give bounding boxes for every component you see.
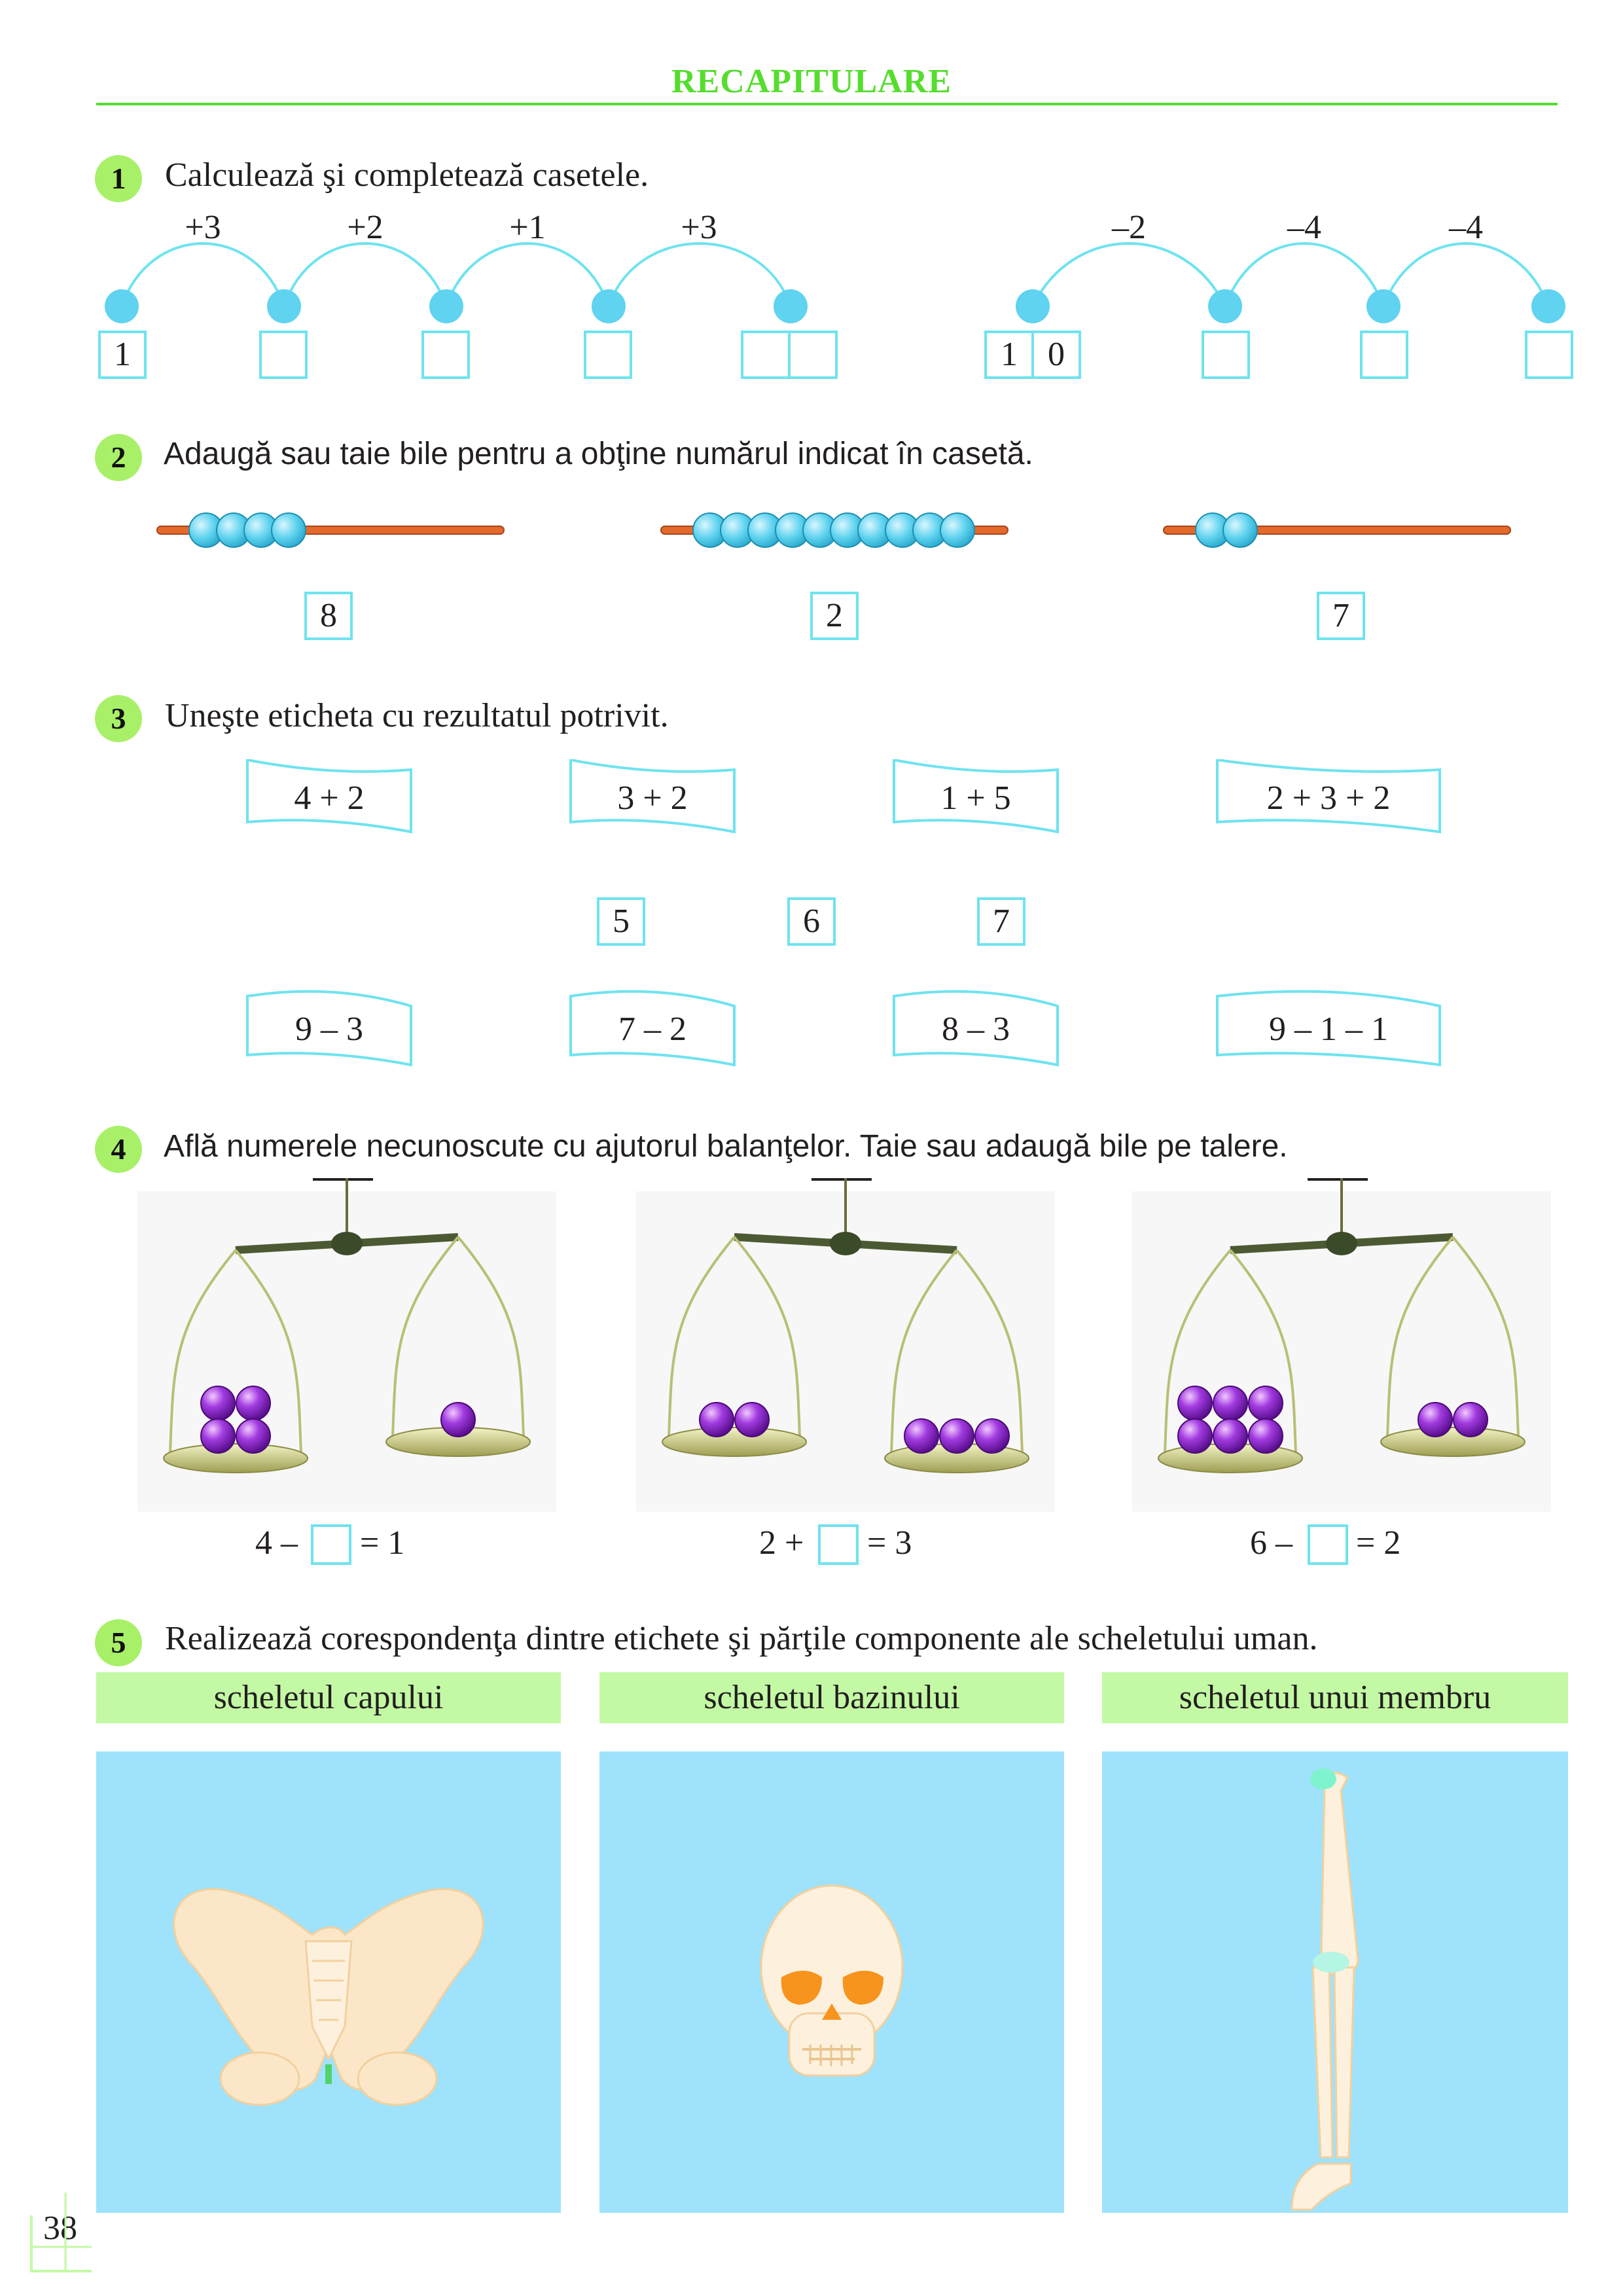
abacus-rods bbox=[151, 504, 1525, 556]
scale-pan bbox=[662, 1427, 806, 1456]
exercise-2-badge: 2 bbox=[95, 434, 142, 481]
target-box: 2 bbox=[810, 592, 859, 640]
answer-box[interactable] bbox=[259, 331, 308, 379]
answer-box-tens[interactable] bbox=[741, 331, 791, 379]
unknown-box[interactable] bbox=[1308, 1524, 1348, 1565]
jump-dot bbox=[429, 289, 463, 323]
result-box: 6 bbox=[787, 897, 836, 946]
jump-dot bbox=[1531, 289, 1565, 323]
leg-image bbox=[1102, 1751, 1568, 2213]
jump-arc bbox=[1383, 243, 1548, 306]
jump-label: +3 bbox=[681, 209, 717, 246]
jump-label: –4 bbox=[1449, 209, 1483, 246]
equation-right: = 1 bbox=[360, 1524, 405, 1562]
answer-box[interactable] bbox=[421, 331, 470, 379]
scale-ball bbox=[441, 1403, 475, 1437]
exercise-5-badge: 5 bbox=[95, 1619, 142, 1666]
exercise-2-instruction: Adaugă sau taie bile pentru a obţine numărul indicat în casetă. bbox=[164, 437, 1033, 471]
target-box: 8 bbox=[304, 592, 353, 640]
scale-ball bbox=[904, 1419, 938, 1453]
answer-box[interactable] bbox=[584, 331, 632, 379]
scale-ball bbox=[1178, 1386, 1212, 1420]
scale-ball bbox=[735, 1403, 769, 1437]
scale-ball bbox=[201, 1419, 235, 1453]
top-label: 1 + 5 bbox=[940, 780, 1011, 817]
abacus-bead bbox=[272, 513, 306, 547]
skeleton-label[interactable]: scheletul unui membru bbox=[1102, 1672, 1568, 1723]
page-number-frame bbox=[26, 2189, 98, 2274]
top-label: 2 + 3 + 2 bbox=[1266, 780, 1391, 817]
scale-ball bbox=[1418, 1403, 1452, 1437]
jump-dot bbox=[592, 289, 626, 323]
jump-dot bbox=[774, 289, 808, 323]
pelvis-image bbox=[96, 1751, 561, 2213]
bottom-label: 8 – 3 bbox=[942, 1011, 1010, 1048]
answer-box[interactable] bbox=[1525, 331, 1573, 379]
jump-dot bbox=[1016, 289, 1050, 323]
scale-ball bbox=[940, 1419, 974, 1453]
scale-pivot bbox=[830, 1232, 861, 1255]
pelvis-panel[interactable] bbox=[96, 1751, 561, 2213]
scale-ball bbox=[1213, 1386, 1247, 1420]
scale-ball bbox=[1213, 1419, 1247, 1453]
exercise-5-instruction: Realizează corespondenţa dintre etichete şi părţile componente ale scheletului uman. bbox=[165, 1620, 1318, 1657]
scale-pan bbox=[164, 1444, 308, 1473]
skeleton-label[interactable]: scheletul bazinului bbox=[599, 1672, 1064, 1723]
abacus-bead bbox=[940, 513, 974, 547]
scale-pan bbox=[1381, 1427, 1525, 1456]
skeleton-label[interactable]: scheletul capului bbox=[96, 1672, 561, 1723]
jump-dot bbox=[1366, 289, 1400, 323]
exercise-3-instruction: Uneşte eticheta cu rezultatul potrivit. bbox=[165, 697, 669, 734]
scale-ball bbox=[1249, 1419, 1283, 1453]
exercise-4-instruction: Află numerele necunoscute cu ajutorul balanţelor. Taie sau adaugă bile pe talere. bbox=[164, 1129, 1288, 1164]
jump-arc bbox=[1033, 243, 1225, 306]
answer-box-start-tens: 1 bbox=[984, 331, 1034, 379]
answer-box[interactable] bbox=[1360, 331, 1408, 379]
balance-scales bbox=[0, 1178, 1623, 1545]
scale-ball bbox=[201, 1386, 235, 1420]
scale-ball bbox=[1454, 1403, 1488, 1437]
exercise-3-badge: 3 bbox=[95, 695, 142, 742]
limb-panel[interactable] bbox=[1102, 1751, 1568, 2213]
answer-box-start-units: 0 bbox=[1031, 331, 1081, 379]
equation-right: = 3 bbox=[867, 1524, 912, 1562]
jump-label: +3 bbox=[185, 209, 221, 246]
scale-ball bbox=[1178, 1419, 1212, 1453]
jump-label: –4 bbox=[1287, 209, 1321, 246]
exercise-1-badge: 1 bbox=[95, 155, 142, 202]
jump-arc bbox=[609, 243, 791, 306]
page-title: RECAPITULARE bbox=[671, 63, 952, 100]
bottom-label: 9 – 3 bbox=[295, 1011, 363, 1048]
skull-image bbox=[599, 1751, 1064, 2213]
scale-ball bbox=[236, 1419, 270, 1453]
scale-ball bbox=[236, 1386, 270, 1420]
equation-left: 6 – bbox=[1250, 1524, 1293, 1562]
exercise-4-badge: 4 bbox=[95, 1126, 142, 1173]
scale-pivot bbox=[1326, 1232, 1357, 1255]
answer-box-start: 1 bbox=[98, 331, 147, 379]
result-box: 5 bbox=[597, 897, 645, 946]
jump-arc bbox=[122, 243, 284, 306]
pubic-symphysis bbox=[325, 2064, 332, 2084]
bottom-label: 9 – 1 – 1 bbox=[1269, 1011, 1388, 1048]
skull-panel[interactable] bbox=[599, 1751, 1064, 2213]
jump-label: +1 bbox=[509, 209, 546, 246]
unknown-box[interactable] bbox=[311, 1524, 351, 1565]
scale-pivot bbox=[331, 1232, 363, 1255]
exercise-1-instruction: Calculează şi completează casetele. bbox=[165, 156, 649, 194]
equation-left: 2 + bbox=[759, 1524, 804, 1562]
top-label: 4 + 2 bbox=[294, 780, 365, 817]
equation-right: = 2 bbox=[1356, 1524, 1401, 1562]
unknown-box[interactable] bbox=[818, 1524, 859, 1565]
result-box: 7 bbox=[977, 897, 1026, 946]
top-label: 3 + 2 bbox=[617, 780, 688, 817]
equation-left: 4 – bbox=[255, 1524, 298, 1562]
jump-dot bbox=[105, 289, 139, 323]
scale-ball bbox=[975, 1419, 1009, 1453]
bottom-label: 7 – 2 bbox=[618, 1011, 687, 1048]
jump-label: –2 bbox=[1112, 209, 1146, 246]
page-number: 38 bbox=[43, 2210, 77, 2247]
scale-ball bbox=[700, 1403, 734, 1437]
target-box: 7 bbox=[1317, 592, 1365, 640]
abacus-bead bbox=[1223, 513, 1257, 547]
jump-arc bbox=[446, 243, 609, 306]
jump-arc bbox=[1225, 243, 1383, 306]
jump-label: +2 bbox=[347, 209, 383, 246]
jump-dot bbox=[1208, 289, 1242, 323]
jump-dot bbox=[267, 289, 301, 323]
scale-ball bbox=[1249, 1386, 1283, 1420]
jump-arc bbox=[284, 243, 446, 306]
answer-box-units[interactable] bbox=[788, 331, 838, 379]
answer-box[interactable] bbox=[1202, 331, 1250, 379]
